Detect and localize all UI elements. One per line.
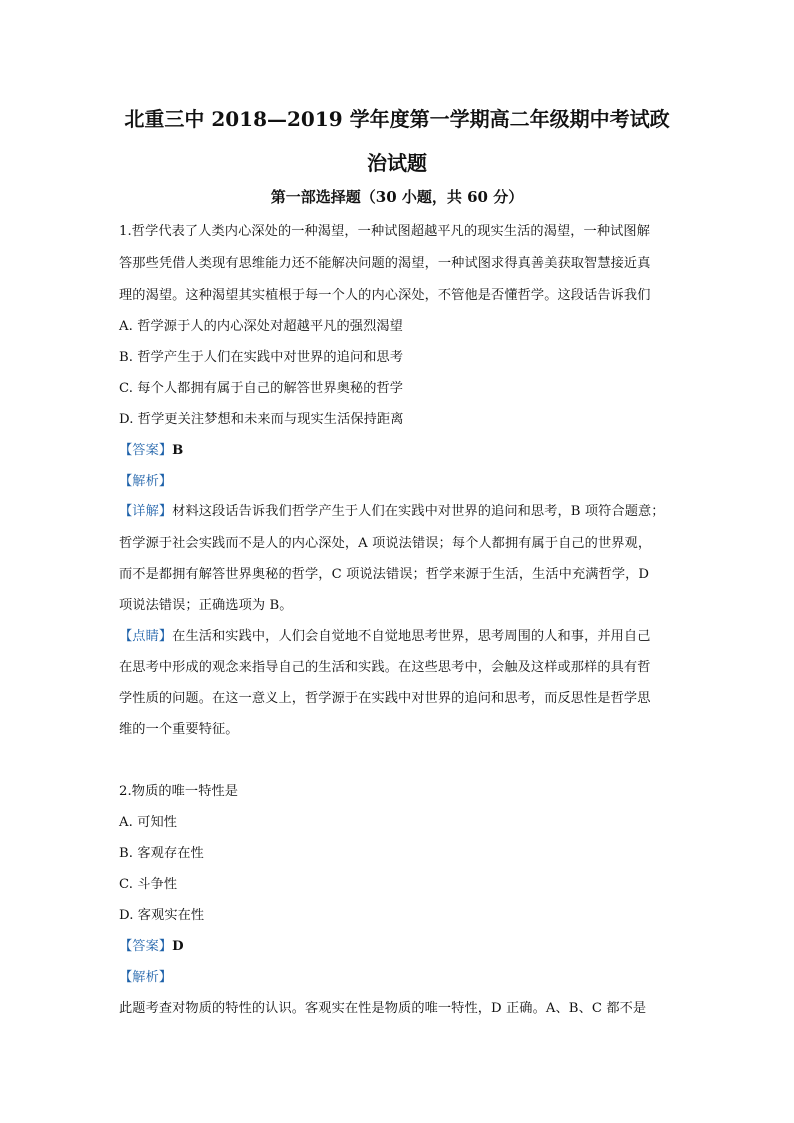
q1-stem-line-2: 答那些凭借人类现有思维能力还不能解决问题的渴望，一种试图求得真善美获取智慧接近真 <box>119 256 651 271</box>
q2-answer-label: 【答案】 <box>119 939 173 954</box>
q1-note-label: 【点睛】 <box>119 629 173 644</box>
q1-note-line-3: 学性质的问题。在这一意义上，哲学源于在实践中对世界的追问和思考，而反思性是哲学思 <box>119 691 651 706</box>
q2-answer-value: D <box>172 939 184 954</box>
q2-option-c: C. 斗争性 <box>119 877 178 892</box>
q2-option-b: B. 客观存在性 <box>119 846 204 861</box>
q1-stem-line-3: 理的渴望。这种渴望其实植根于每一个人的内心深处，不管他是否懂哲学。这段话告诉我们 <box>119 288 651 303</box>
q2-answer <box>119 935 679 954</box>
title-line-1: 北重三中 2018—2019 学年度第一学期高二年级期中考试政 <box>124 107 670 131</box>
q1-note-line-2: 在思考中形成的观念来指导自己的生活和实践。在这些思考中，会触及这样或那样的具有哲 <box>119 660 651 675</box>
q1-analysis-label: 【解析】 <box>119 474 173 489</box>
q1-detail-line-3: 而不是都拥有解答世界奥秘的哲学，C 项说法错误；哲学来源于生活，生活中充满哲学，D <box>119 567 650 582</box>
q1-detail-line-1: 【详解】材料这段话告诉我们哲学产生于人们在实践中对世界的追问和思考，B 项符合题意； <box>119 504 665 519</box>
section-header: 第一部选择题（30 小题，共 60 分） <box>270 188 524 206</box>
q1-note-line-4: 维的一个重要特征。 <box>119 722 239 737</box>
title-line-2: 治试题 <box>367 151 427 175</box>
q1-detail-line-4: 项说法错误；正确选项为 B。 <box>119 598 293 613</box>
q1-detail-label: 【详解】 <box>119 504 173 519</box>
q2-option-d: D. 客观实在性 <box>119 908 205 923</box>
q1-option-d: D. 哲学更关注梦想和未来而与现实生活保持距离 <box>119 412 404 427</box>
q2-analysis-text: 此题考查对物质的特性的认识。客观实在性是物质的唯一特性，D 正确。A、B、C 都不是 <box>119 1001 647 1016</box>
q1-detail-line-2: 哲学源于社会实践而不是人的内心深处，A 项说法错误；每个人都拥有属于自己的世界观， <box>119 536 652 551</box>
q2-option-a: A. 可知性 <box>119 815 178 830</box>
q1-answer-label: 【答案】 <box>119 443 173 458</box>
q2-analysis-label: 【解析】 <box>119 970 173 985</box>
q1-stem-line-1: 1.哲学代表了人类内心深处的一种渴望，一种试图超越平凡的现实生活的渴望，一种试图解 <box>119 224 650 239</box>
q1-option-b: B. 哲学产生于人们在实践中对世界的追问和思考 <box>119 350 404 365</box>
q1-option-c: C. 每个人都拥有属于自己的解答世界奥秘的哲学 <box>119 381 404 396</box>
q1-option-a: A. 哲学源于人的内心深处对超越平凡的强烈渴望 <box>119 319 403 334</box>
q1-answer <box>119 439 679 458</box>
q2-stem: 2.物质的唯一特性是 <box>119 784 239 799</box>
q1-note-line-1: 【点睛】在生活和实践中，人们会自觉地不自觉地思考世界，思考周围的人和事，并用自己 <box>119 629 651 644</box>
q1-answer-value: B <box>172 443 184 458</box>
